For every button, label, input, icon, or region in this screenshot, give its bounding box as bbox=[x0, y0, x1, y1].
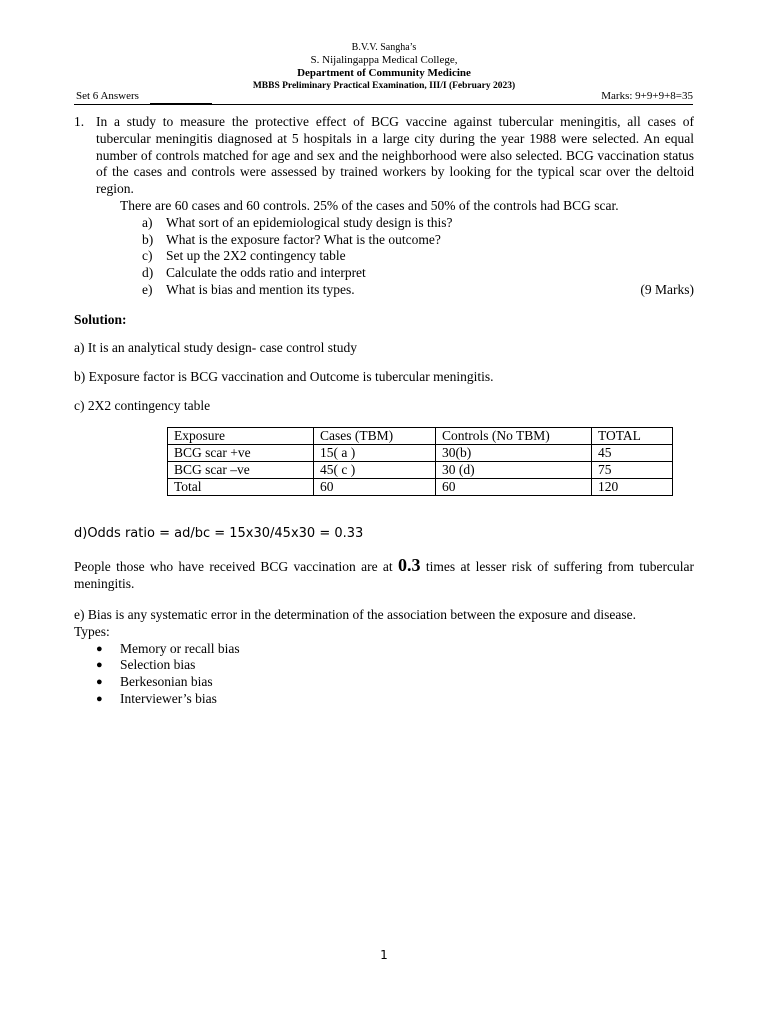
college-name: S. Nijalingappa Medical College, bbox=[310, 54, 458, 66]
table-cell: BCG scar –ve bbox=[168, 462, 314, 479]
table-row bbox=[168, 479, 673, 496]
solution-heading: Solution: bbox=[74, 312, 127, 327]
table-header: TOTAL bbox=[592, 428, 673, 445]
document-header bbox=[0, 42, 768, 92]
bias-types-list bbox=[96, 641, 694, 708]
question-part: b) What is the exposure factor? What is the outcome? bbox=[142, 231, 441, 247]
table-header-row bbox=[168, 428, 673, 445]
table-row bbox=[168, 462, 673, 479]
question-text-2: There are 60 cases and 60 controls. 25% of the cases and 50% of the controls had BCG scar. bbox=[120, 197, 619, 213]
question-part: c) Set up the 2X2 contingency table bbox=[142, 248, 346, 264]
list-item: ● Interviewer’s bias bbox=[96, 690, 217, 706]
question-marks: (9 Marks) bbox=[640, 281, 694, 297]
table-cell: BCG scar +ve bbox=[168, 445, 314, 462]
answer-b: b) Exposure factor is BCG vaccination and Outcome is tubercular meningitis. bbox=[74, 369, 494, 384]
table-cell: 120 bbox=[592, 479, 673, 496]
bullet-icon: ● bbox=[96, 659, 103, 672]
table-row bbox=[168, 445, 673, 462]
types-label: Types: bbox=[74, 623, 110, 639]
header-divider-accent bbox=[150, 103, 212, 105]
answer-e bbox=[74, 607, 694, 708]
bullet-icon: ● bbox=[96, 676, 103, 689]
list-item: ● Memory or recall bias bbox=[96, 640, 240, 656]
answer-d-interpretation: People those who have received BCG vaccination are at 0.3 times at lesser risk of suffering from tubercular meningitis. bbox=[74, 555, 694, 591]
department-name: Department of Community Medicine bbox=[297, 67, 471, 79]
set-label: Set 6 Answers bbox=[76, 90, 139, 102]
question-part: d) Calculate the odds ratio and interpret bbox=[142, 265, 366, 281]
list-item: ● Selection bias bbox=[96, 657, 196, 673]
org-name: B.V.V. Sangha’s bbox=[351, 42, 417, 53]
odds-value: 0.3 bbox=[398, 555, 421, 575]
table-cell: 45 bbox=[592, 445, 673, 462]
table-cell: 60 bbox=[436, 479, 592, 496]
page-number: 1 bbox=[380, 948, 388, 962]
table-cell: 15( a ) bbox=[314, 445, 436, 462]
question-text: In a study to measure the protective effect of BCG vaccine against tubercular meningitis, all cases of tubercular meningitis diagnosed at 5 hospitals in a large city during the year 1988 were selected. An equal number of controls matched for age and sex and the neighborhood were also selected. BCG vaccination status of the cases and controls were assessed by trained workers by looking for the typical scar over the deltoid region. bbox=[96, 114, 694, 197]
question-1 bbox=[74, 114, 694, 299]
table-header: Cases (TBM) bbox=[314, 428, 436, 445]
answer-a: a) It is an analytical study design- case control study bbox=[74, 340, 358, 355]
exam-title: MBBS Preliminary Practical Examination, III/I (February 2023) bbox=[252, 81, 516, 91]
marks-label: Marks: 9+9+9+8=35 bbox=[601, 90, 693, 102]
question-parts bbox=[142, 215, 694, 299]
table-cell: 30 (d) bbox=[436, 462, 592, 479]
answer-d: d)Odds ratio = ad/bc = 15x30/45x30 = 0.33 bbox=[74, 526, 364, 541]
table-header: Controls (No TBM) bbox=[436, 428, 592, 445]
table-cell: 60 bbox=[314, 479, 436, 496]
contingency-table bbox=[167, 427, 673, 496]
table-cell: 75 bbox=[592, 462, 673, 479]
question-part: e) What is bias and mention its types. (9 Marks) bbox=[142, 281, 694, 297]
table-cell: 45( c ) bbox=[314, 462, 436, 479]
list-item: ● Berkesonian bias bbox=[96, 674, 213, 690]
answer-c: c) 2X2 contingency table bbox=[74, 398, 211, 413]
table-cell: Total bbox=[168, 479, 314, 496]
question-part: a) What sort of an epidemiological study design is this? bbox=[142, 214, 453, 230]
question-number: 1. bbox=[74, 114, 85, 129]
meta-row bbox=[76, 90, 693, 104]
bullet-icon: ● bbox=[96, 642, 103, 655]
table-header: Exposure bbox=[168, 428, 314, 445]
table-cell: 30(b) bbox=[436, 445, 592, 462]
bullet-icon: ● bbox=[96, 692, 103, 705]
bias-definition: e) Bias is any systematic error in the determination of the association between the exposure and disease. bbox=[74, 607, 636, 622]
